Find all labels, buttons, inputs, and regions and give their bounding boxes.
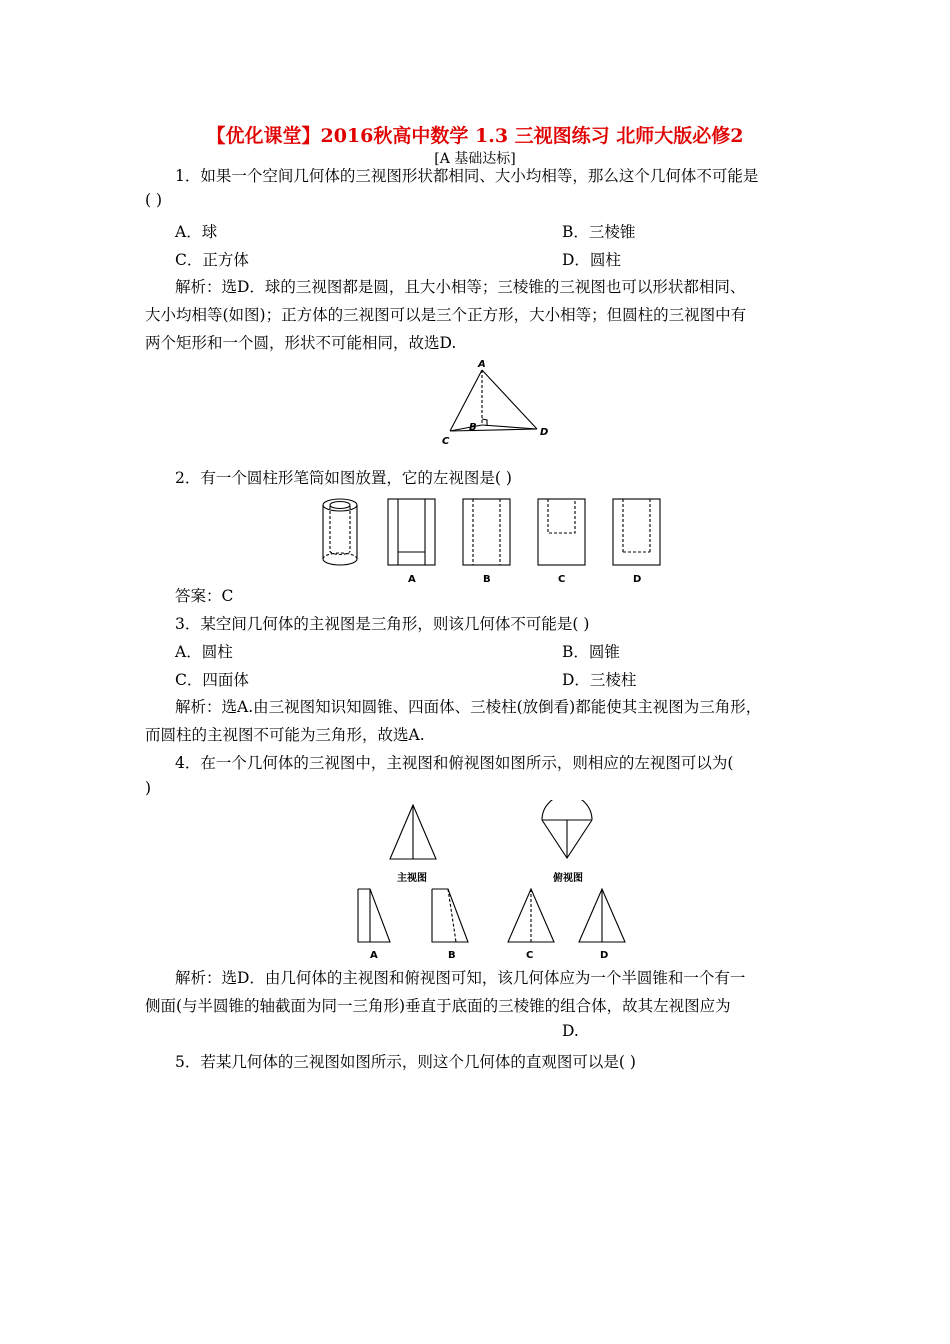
q2-stem: 2．有一个圆柱形笔筒如图放置，它的左视图是( ): [175, 469, 512, 487]
q4-choices-figure: [350, 880, 630, 962]
page-title: 【优化课堂】2016秋高中数学 1.3 三视图练习 北师大版必修2: [206, 125, 744, 147]
q4-choice-c-label: C: [526, 950, 534, 961]
edge-bd: [482, 425, 537, 429]
q3-stem: 3．某空间几何体的主视图是三角形，则该几何体不可能是( ): [175, 615, 590, 633]
q2-label-b: B: [483, 574, 491, 585]
section-subtitle: [A 基础达标]: [434, 151, 516, 167]
q4-analysis-line1: 解析：选D．由几何体的主视图和俯视图可知，该几何体应为一个半圆锥和一个有一: [175, 969, 746, 987]
q1-analysis-line1: 解析：选D．球的三视图都是圆，且大小相等；三棱锥的三视图也可以形状都相同、: [175, 278, 746, 296]
pen-holder-figure: [313, 493, 673, 588]
q1-analysis-line3: 两个矩形和一个圆，形状不可能相同，故选D.: [145, 334, 457, 352]
label-d: D: [540, 427, 549, 438]
q4-choice-b-label: B: [448, 950, 456, 961]
front-view-label: 主视图: [397, 873, 427, 884]
q2-label-a: A: [408, 574, 416, 585]
q1-option-c: C．正方体: [175, 251, 249, 269]
q3-analysis-line1: 解析：选A.由三视图知识知圆锥、四面体、三棱柱(放倒看)都能使其主视图为三角形，: [175, 698, 762, 716]
edge-ac: [450, 370, 482, 431]
q4-analysis-line3: D.: [562, 1022, 579, 1040]
q1-option-d: D．圆柱: [562, 251, 621, 269]
label-b: B: [469, 422, 477, 433]
q4-choice-d-label: D: [600, 950, 609, 961]
edge-ad: [482, 370, 537, 429]
q4-stem-line2: ): [145, 779, 152, 797]
q2-answer: 答案：C: [175, 587, 234, 605]
q3-option-b: B．圆锥: [562, 643, 620, 661]
q4-stem-line1: 4．在一个几何体的三视图中，主视图和俯视图如图所示，则相应的左视图可以为(: [175, 754, 734, 772]
q2-label-d: D: [633, 574, 642, 585]
q1-analysis-line2: 大小均相等(如图)；正方体的三视图可以是三个正方形，大小相等；但圆柱的三视图中有: [145, 306, 747, 324]
q4-analysis-line2: 侧面(与半圆锥的轴截面为同一三角形)垂直于底面的三棱锥的组合体，故其左视图应为: [145, 997, 731, 1015]
q4-choice-a-label: A: [370, 950, 378, 961]
q1-stem-line1: 1．如果一个空间几何体的三视图形状都相同、大小均相等，那么这个几何体不可能是: [175, 167, 759, 185]
q3-analysis-line2: 而圆柱的主视图不可能为三角形，故选A.: [145, 726, 425, 744]
q4-views-figure: [380, 800, 610, 890]
q1-option-b: B．三棱锥: [562, 223, 636, 241]
q1-stem-line2: ( ): [145, 191, 163, 209]
tetrahedron-figure: [440, 355, 570, 447]
q5-stem: 5．若某几何体的三视图如图所示，则这个几何体的直观图可以是( ): [175, 1053, 636, 1071]
q3-option-c: C．四面体: [175, 671, 249, 689]
label-c: C: [442, 436, 450, 447]
q3-option-a: A．圆柱: [175, 643, 233, 661]
q3-option-d: D．三棱柱: [562, 671, 637, 689]
top-view-label: 俯视图: [553, 873, 583, 884]
label-a: A: [478, 359, 486, 370]
q2-label-c: C: [558, 574, 566, 585]
edge-cd: [450, 429, 537, 431]
q1-option-a: A．球: [175, 223, 218, 241]
